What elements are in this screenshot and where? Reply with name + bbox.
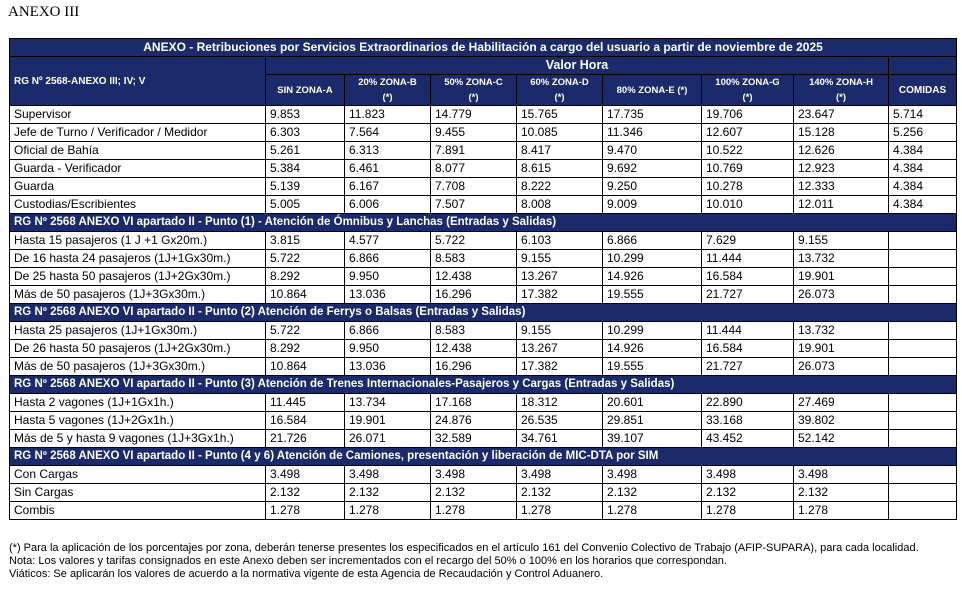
value-cell: 24.876 — [431, 412, 517, 430]
column-header-line2: (*) — [835, 92, 847, 103]
comidas-cell — [889, 232, 957, 250]
table-row — [10, 412, 957, 430]
notes — [9, 542, 957, 581]
value-cell: 6.866 — [603, 232, 702, 250]
value-cell: 13.267 — [517, 340, 603, 358]
value-cell: 19.901 — [794, 340, 889, 358]
table-row — [10, 106, 957, 124]
section-header-row — [10, 448, 957, 466]
value-cell: 27.469 — [794, 394, 889, 412]
row-label: Sin Cargas — [10, 484, 266, 502]
value-cell: 1.278 — [345, 502, 431, 520]
value-cell: 16.296 — [431, 358, 517, 376]
value-cell: 11.444 — [702, 250, 794, 268]
comidas-cell — [889, 340, 957, 358]
comidas-cell — [889, 250, 957, 268]
value-cell: 9.950 — [345, 268, 431, 286]
value-cell: 9.853 — [266, 106, 345, 124]
column-header-line2: (*) — [468, 92, 479, 103]
value-cell: 8.615 — [517, 160, 603, 178]
note-recargo: Nota: Los valores y tarifas consignados en este Anexo deben ser incrementados con el recargo del 50% o 100% en los horarios que correspondan. — [9, 555, 727, 567]
column-header — [345, 75, 431, 106]
value-cell: 2.132 — [603, 484, 702, 502]
value-cell: 19.555 — [603, 286, 702, 304]
value-cell: 12.923 — [794, 160, 889, 178]
value-cell: 20.601 — [603, 394, 702, 412]
table-row — [10, 250, 957, 268]
value-cell: 6.303 — [266, 124, 345, 142]
row-label: Hasta 5 vagones (1J+2Gx1h.) — [10, 412, 266, 430]
value-cell: 13.732 — [794, 250, 889, 268]
row-label: Hasta 15 pasajeros (1 J +1 Gx20m.) — [10, 232, 266, 250]
value-cell: 8.292 — [266, 340, 345, 358]
value-cell: 2.132 — [517, 484, 603, 502]
value-cell: 22.890 — [702, 394, 794, 412]
comidas-cell: 4.384 — [889, 142, 957, 160]
table-row — [10, 160, 957, 178]
comidas-cell — [889, 484, 957, 502]
row-label: Oficial de Bahía — [10, 142, 266, 160]
value-cell: 6.006 — [345, 196, 431, 214]
value-cell: 5.722 — [266, 322, 345, 340]
column-header — [431, 75, 517, 106]
value-cell: 33.168 — [702, 412, 794, 430]
value-cell: 6.167 — [345, 178, 431, 196]
value-cell: 8.008 — [517, 196, 603, 214]
value-cell: 9.692 — [603, 160, 702, 178]
value-cell: 11.823 — [345, 106, 431, 124]
value-cell: 2.132 — [345, 484, 431, 502]
value-cell: 19.901 — [345, 412, 431, 430]
section-title: RG Nº 2568 ANEXO VI apartado II - Punto (1) - Atención de Ómnibus y Lanchas (Entradas y Salidas) — [10, 214, 957, 232]
value-cell: 12.438 — [431, 268, 517, 286]
table-row — [10, 322, 957, 340]
value-cell: 3.498 — [702, 466, 794, 484]
value-cell: 1.278 — [431, 502, 517, 520]
row-label: Más de 5 y hasta 9 vagones (1J+3Gx1h.) — [10, 430, 266, 448]
value-cell: 7.891 — [431, 142, 517, 160]
value-cell: 8.292 — [266, 268, 345, 286]
column-header-line1: 20% ZONA-B — [358, 77, 417, 88]
value-cell: 2.132 — [794, 484, 889, 502]
value-cell: 9.470 — [603, 142, 702, 160]
column-header-line1: 60% ZONA-D — [530, 77, 589, 88]
comidas-cell — [889, 322, 957, 340]
value-cell: 12.333 — [794, 178, 889, 196]
value-cell: 21.727 — [702, 358, 794, 376]
value-cell: 39.107 — [603, 430, 702, 448]
value-cell: 26.073 — [794, 286, 889, 304]
table-row — [10, 358, 957, 376]
table-row — [10, 196, 957, 214]
table-title: ANEXO - Retribuciones por Servicios Extraordinarios de Habilitación a cargo del usuario a partir de noviembre de 2025 — [10, 39, 957, 57]
value-cell: 5.261 — [266, 142, 345, 160]
value-cell: 17.168 — [431, 394, 517, 412]
comidas-cell — [889, 412, 957, 430]
row-label: De 16 hasta 24 pasajeros (1J+1Gx30m.) — [10, 250, 266, 268]
section-title: RG Nº 2568 ANEXO VI apartado II - Punto (2) Atención de Ferrys o Balsas (Entradas y Salidas) — [10, 304, 957, 322]
value-cell: 26.073 — [794, 358, 889, 376]
anexo-title: ANEXO III — [8, 4, 80, 20]
value-cell: 6.866 — [345, 250, 431, 268]
value-cell: 7.507 — [431, 196, 517, 214]
value-cell: 12.607 — [702, 124, 794, 142]
value-cell: 6.103 — [517, 232, 603, 250]
value-cell: 4.577 — [345, 232, 431, 250]
section-title: RG Nº 2568 ANEXO VI apartado II - Punto (4 y 6) Atención de Camiones, presentación y liberación de MIC-DTA por SIM — [10, 448, 957, 466]
value-cell: 14.926 — [603, 340, 702, 358]
table-row — [10, 466, 957, 484]
value-cell: 16.296 — [431, 286, 517, 304]
value-cell: 6.866 — [345, 322, 431, 340]
value-cell: 21.726 — [266, 430, 345, 448]
row-label: Guarda - Verificador — [10, 160, 266, 178]
value-cell: 19.555 — [603, 358, 702, 376]
table-row — [10, 502, 957, 520]
value-cell: 5.722 — [266, 250, 345, 268]
value-cell: 10.085 — [517, 124, 603, 142]
value-cell: 11.346 — [603, 124, 702, 142]
value-cell: 6.461 — [345, 160, 431, 178]
value-cell: 26.535 — [517, 412, 603, 430]
section-header-row — [10, 376, 957, 394]
valor-hora-header: Valor Hora — [266, 57, 889, 75]
column-header-line2: (*) — [554, 92, 565, 103]
comidas-cell — [889, 394, 957, 412]
column-header-line2: (*) — [742, 92, 753, 103]
table-row — [10, 430, 957, 448]
section-header-row — [10, 214, 957, 232]
value-cell: 9.155 — [517, 250, 603, 268]
value-cell: 3.498 — [517, 466, 603, 484]
value-cell: 3.498 — [794, 466, 889, 484]
column-header-line1: 50% ZONA-C — [444, 77, 503, 88]
row-label: Jefe de Turno / Verificador / Medidor — [10, 124, 266, 142]
table-row — [10, 232, 957, 250]
comidas-cell — [889, 502, 957, 520]
value-cell: 15.128 — [794, 124, 889, 142]
column-header-line1: SIN ZONA-A — [277, 84, 333, 96]
value-cell: 8.077 — [431, 160, 517, 178]
value-cell: 7.629 — [702, 232, 794, 250]
value-cell: 13.734 — [345, 394, 431, 412]
value-cell: 3.498 — [345, 466, 431, 484]
column-header-line2: (*) — [382, 92, 393, 103]
value-cell: 10.299 — [603, 250, 702, 268]
value-cell: 43.452 — [702, 430, 794, 448]
comidas-cell: 5.714 — [889, 106, 957, 124]
value-cell: 15.765 — [517, 106, 603, 124]
value-cell: 29.851 — [603, 412, 702, 430]
value-cell: 14.926 — [603, 268, 702, 286]
row-label: Con Cargas — [10, 466, 266, 484]
value-cell: 9.455 — [431, 124, 517, 142]
value-cell: 52.142 — [794, 430, 889, 448]
value-cell: 19.706 — [702, 106, 794, 124]
value-cell: 10.522 — [702, 142, 794, 160]
value-cell: 8.222 — [517, 178, 603, 196]
table-row — [10, 484, 957, 502]
value-cell: 17.382 — [517, 358, 603, 376]
section-header-row — [10, 304, 957, 322]
value-cell: 18.312 — [517, 394, 603, 412]
comidas-cell — [889, 466, 957, 484]
table-row — [10, 142, 957, 160]
value-cell: 5.005 — [266, 196, 345, 214]
column-header — [702, 75, 794, 106]
column-header-line1: 140% ZONA-H — [809, 77, 873, 88]
value-cell: 6.313 — [345, 142, 431, 160]
value-cell: 16.584 — [702, 340, 794, 358]
value-cell: 2.132 — [431, 484, 517, 502]
value-cell: 17.382 — [517, 286, 603, 304]
table-row — [10, 178, 957, 196]
value-cell: 3.498 — [266, 466, 345, 484]
value-cell: 8.583 — [431, 250, 517, 268]
value-cell: 7.564 — [345, 124, 431, 142]
value-cell: 7.708 — [431, 178, 517, 196]
comidas-cell — [889, 430, 957, 448]
row-label: Custodias/Escribientes — [10, 196, 266, 214]
value-cell: 9.155 — [517, 322, 603, 340]
value-cell: 5.139 — [266, 178, 345, 196]
row-label: Supervisor — [10, 106, 266, 124]
header-blank-cell — [889, 57, 957, 75]
value-cell: 16.584 — [266, 412, 345, 430]
value-cell: 12.438 — [431, 340, 517, 358]
value-cell: 12.626 — [794, 142, 889, 160]
value-cell: 10.278 — [702, 178, 794, 196]
value-cell: 1.278 — [266, 502, 345, 520]
value-cell: 3.498 — [431, 466, 517, 484]
value-cell: 13.267 — [517, 268, 603, 286]
value-cell: 12.011 — [794, 196, 889, 214]
row-label: Guarda — [10, 178, 266, 196]
table-row — [10, 124, 957, 142]
value-cell: 32.589 — [431, 430, 517, 448]
value-cell: 2.132 — [266, 484, 345, 502]
value-cell: 17.735 — [603, 106, 702, 124]
comidas-header: COMIDAS — [889, 75, 957, 106]
value-cell: 39.802 — [794, 412, 889, 430]
value-cell: 8.583 — [431, 322, 517, 340]
value-cell: 8.417 — [517, 142, 603, 160]
comidas-cell: 4.384 — [889, 196, 957, 214]
row-label: Hasta 25 pasajeros (1J+1Gx30m.) — [10, 322, 266, 340]
value-cell: 1.278 — [702, 502, 794, 520]
row-label: Combis — [10, 502, 266, 520]
column-header — [603, 75, 702, 106]
rg-header: RG Nº 2568-ANEXO III; IV; V — [10, 57, 266, 106]
value-cell: 9.950 — [345, 340, 431, 358]
column-header-line1: 80% ZONA-E (*) — [616, 84, 688, 96]
value-cell: 13.036 — [345, 358, 431, 376]
column-header — [517, 75, 603, 106]
value-cell: 26.071 — [345, 430, 431, 448]
table-row — [10, 340, 957, 358]
value-cell: 9.009 — [603, 196, 702, 214]
note-viaticos: Viáticos: Se aplicarán los valores de acuerdo a la normativa vigente de esta Agencia de Recaudación y Control Aduanero. — [9, 568, 604, 580]
comidas-cell: 4.384 — [889, 178, 957, 196]
value-cell: 9.250 — [603, 178, 702, 196]
section-title: RG Nº 2568 ANEXO VI apartado II - Punto (3) Atención de Trenes Internacionales-Pasajeros y Cargas (Entradas y Salidas) — [10, 376, 957, 394]
row-label: Hasta 2 vagones (1J+1Gx1h.) — [10, 394, 266, 412]
column-header-line1: 100% ZONA-G — [715, 77, 780, 88]
comidas-cell: 5.256 — [889, 124, 957, 142]
note-zona: (*) Para la aplicación de los porcentajes por zona, deberán tenerse presentes los especificados en el artículo 161 del Convenio Colectivo de Trabajo (AFIP-SUPARA), para cada localidad. — [9, 542, 919, 554]
column-header — [266, 75, 345, 106]
table-row — [10, 268, 957, 286]
value-cell: 10.864 — [266, 286, 345, 304]
row-label: De 25 hasta 50 pasajeros (1J+2Gx30m.) — [10, 268, 266, 286]
value-cell: 10.864 — [266, 358, 345, 376]
value-cell: 10.299 — [603, 322, 702, 340]
value-cell: 13.036 — [345, 286, 431, 304]
value-cell: 1.278 — [603, 502, 702, 520]
value-cell: 10.769 — [702, 160, 794, 178]
value-cell: 1.278 — [517, 502, 603, 520]
comidas-cell — [889, 286, 957, 304]
table-row — [10, 394, 957, 412]
value-cell: 2.132 — [702, 484, 794, 502]
value-cell: 21.727 — [702, 286, 794, 304]
value-cell: 19.901 — [794, 268, 889, 286]
retribuciones-table — [9, 38, 957, 520]
value-cell: 5.722 — [431, 232, 517, 250]
value-cell: 23.647 — [794, 106, 889, 124]
value-cell: 11.444 — [702, 322, 794, 340]
row-label: De 26 hasta 50 pasajeros (1J+2Gx30m.) — [10, 340, 266, 358]
row-label: Más de 50 pasajeros (1J+3Gx30m.) — [10, 358, 266, 376]
value-cell: 13.732 — [794, 322, 889, 340]
comidas-cell: 4.384 — [889, 160, 957, 178]
column-header — [794, 75, 889, 106]
value-cell: 14.779 — [431, 106, 517, 124]
value-cell: 9.155 — [794, 232, 889, 250]
comidas-cell — [889, 358, 957, 376]
value-cell: 1.278 — [794, 502, 889, 520]
row-label: Más de 50 pasajeros (1J+3Gx30m.) — [10, 286, 266, 304]
value-cell: 16.584 — [702, 268, 794, 286]
value-cell: 3.815 — [266, 232, 345, 250]
value-cell: 3.498 — [603, 466, 702, 484]
value-cell: 11.445 — [266, 394, 345, 412]
value-cell: 34.761 — [517, 430, 603, 448]
value-cell: 5.384 — [266, 160, 345, 178]
comidas-cell — [889, 268, 957, 286]
value-cell: 10.010 — [702, 196, 794, 214]
table-row — [10, 286, 957, 304]
